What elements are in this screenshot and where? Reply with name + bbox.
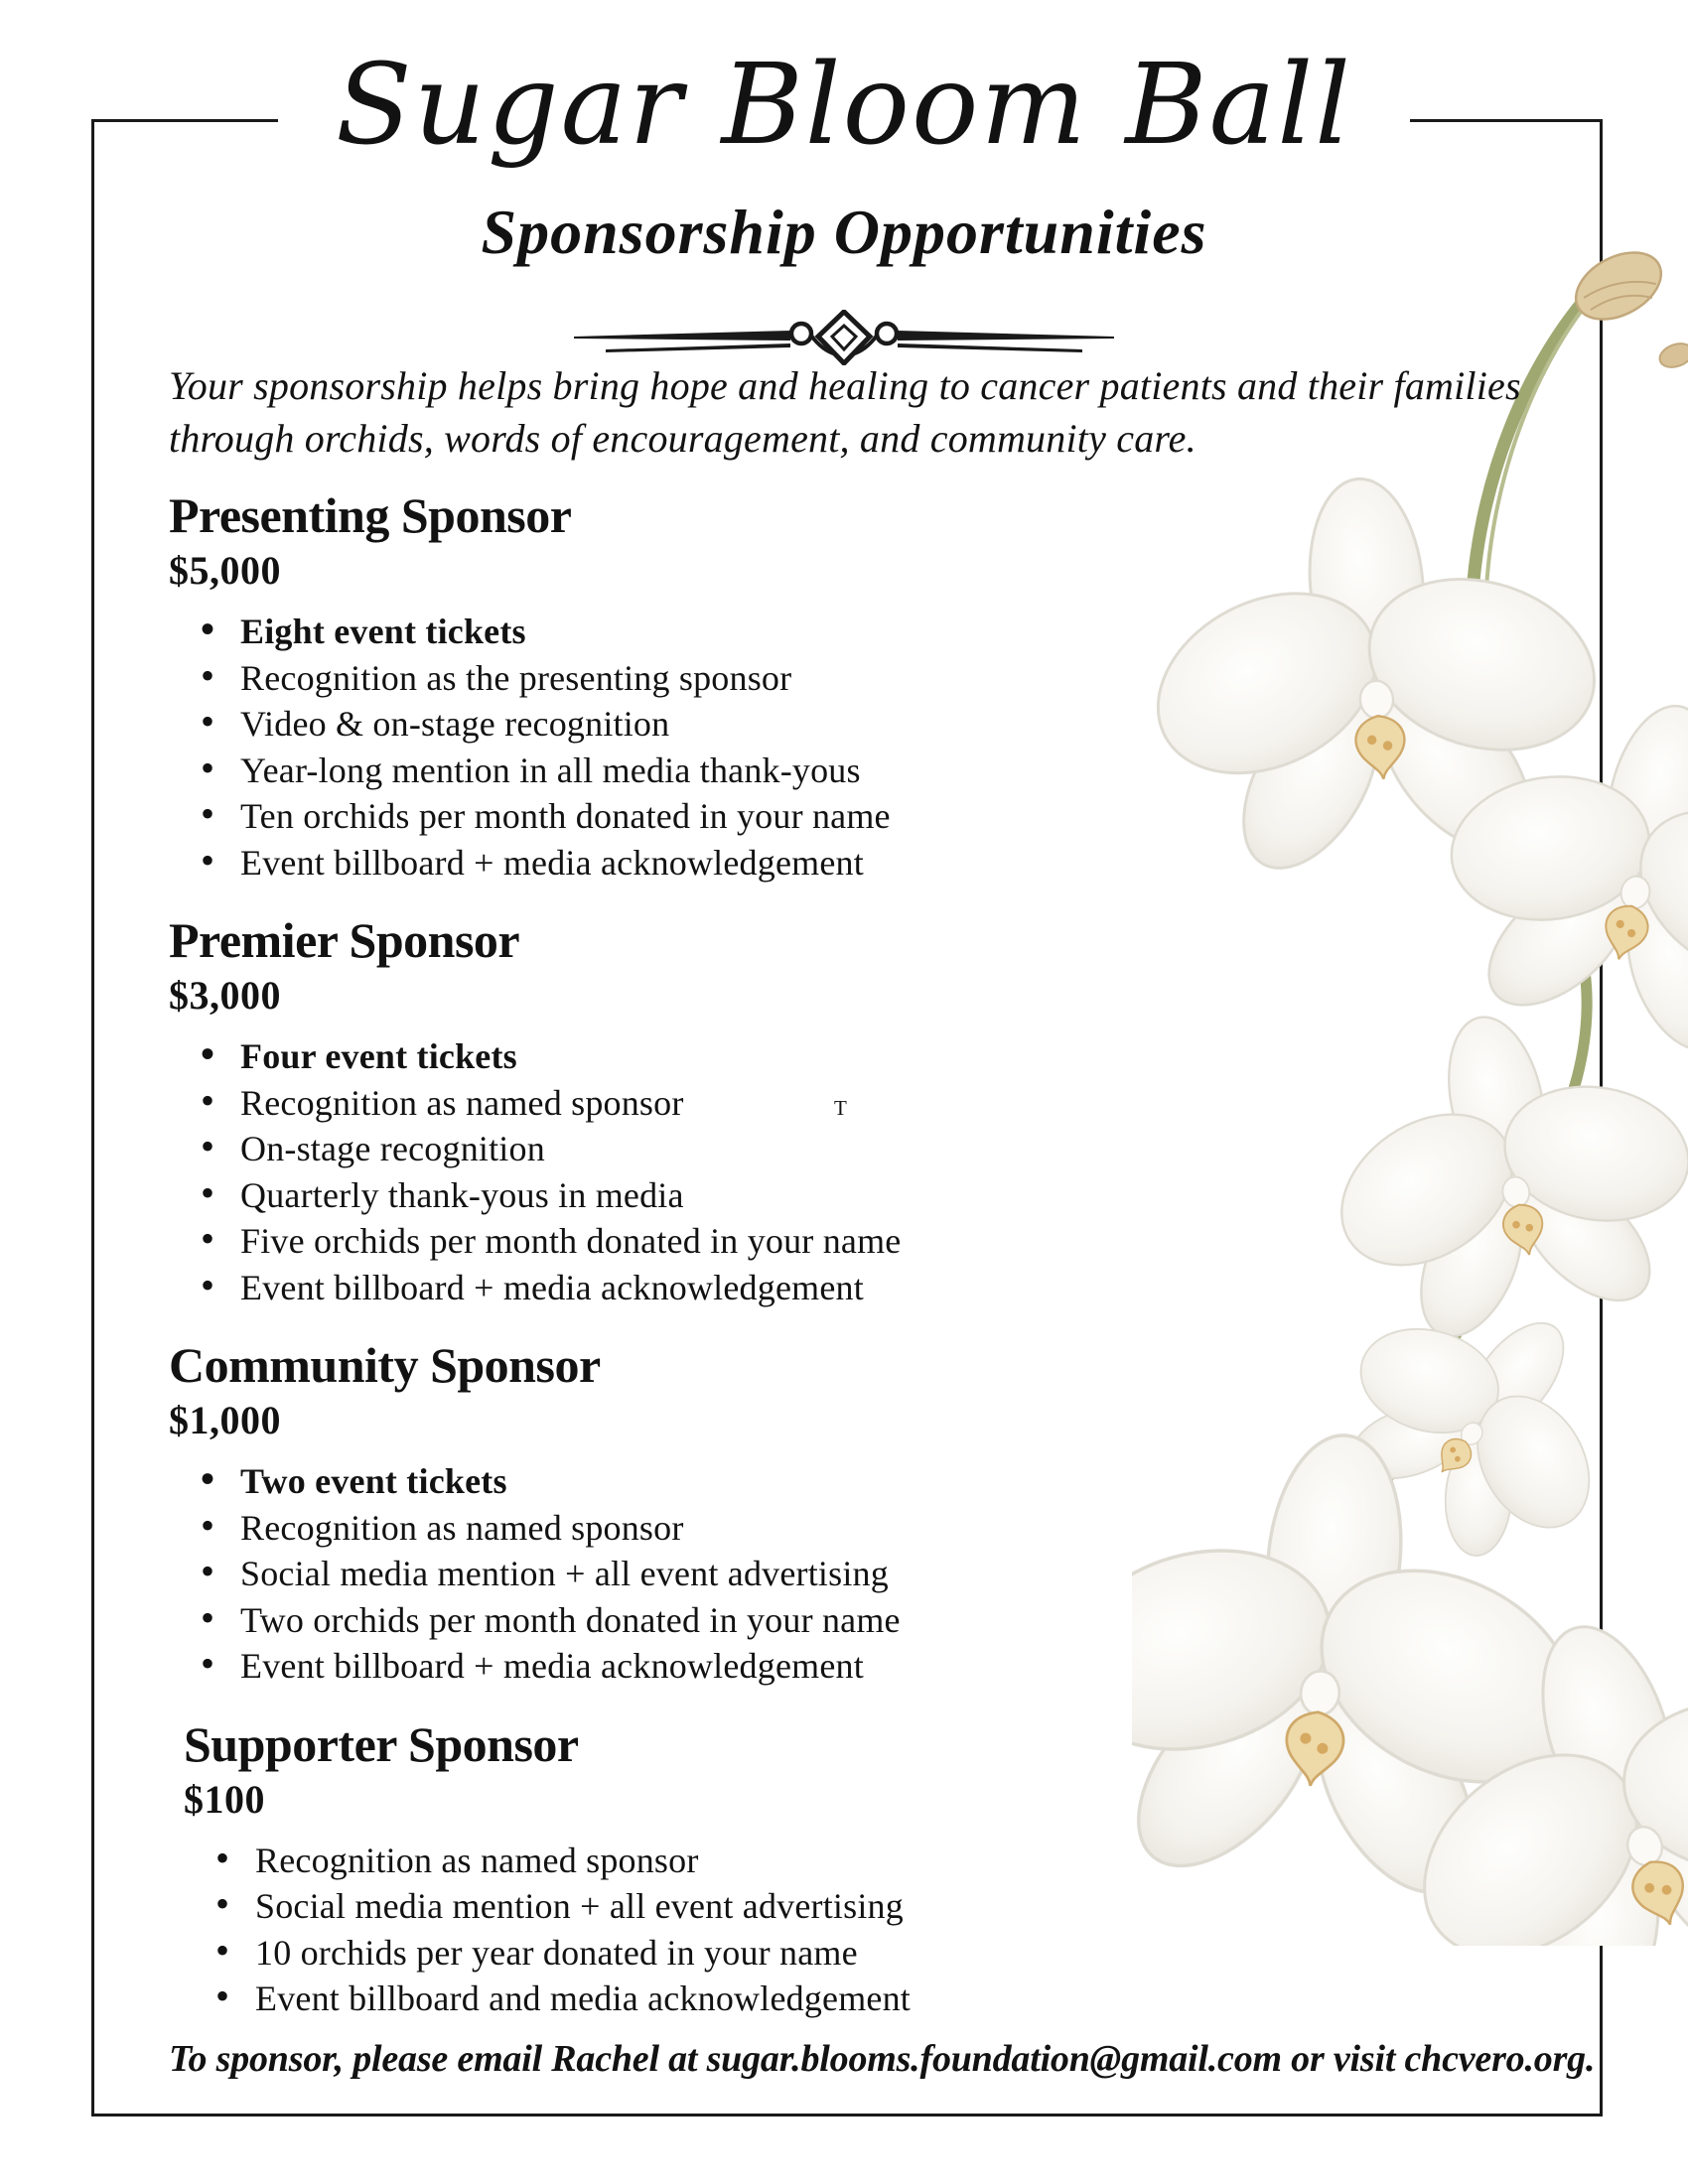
footer-contact: To sponsor, please email Rachel at sugar.blooms.foundation@gmail.com or visit chcvero.org. — [169, 2038, 1596, 2080]
tier-benefits — [169, 1033, 1172, 1310]
tier-benefits — [184, 1838, 1172, 2022]
tier-name: Community Sponsor — [169, 1337, 601, 1393]
page-title: Sugar Bloom Ball — [278, 22, 1410, 189]
benefit-item: • Year-long mention in all media thank-yous — [169, 748, 1172, 794]
tier-price: $5,000 — [169, 548, 281, 593]
flourish-divider-icon — [566, 310, 1122, 365]
benefit-item: • Five orchids per month donated in your name — [169, 1218, 1172, 1265]
page-subtitle: Sponsorship Opportunities — [481, 197, 1207, 267]
benefit-item: • Quarterly thank-yous in media — [169, 1172, 1172, 1219]
benefit-item: • On-stage recognition — [169, 1126, 1172, 1172]
tiers — [169, 488, 1172, 2050]
benefit-item: • Recognition as named sponsor — [169, 1080, 1172, 1127]
benefit-item: • 10 orchids per year donated in your name — [184, 1930, 1172, 1977]
benefit-item: • Ten orchids per month donated in your name — [169, 793, 1172, 840]
tier-section — [169, 1338, 1172, 1690]
benefit-item: • Eight event tickets — [169, 609, 1172, 655]
benefit-item: • Social media mention + all event advertising — [184, 1883, 1172, 1930]
benefit-item: • Recognition as the presenting sponsor — [169, 655, 1172, 702]
benefit-item: • Event billboard and media acknowledgement — [184, 1976, 1172, 2022]
benefit-item: • Event billboard + media acknowledgement — [169, 1643, 1172, 1690]
benefit-item: • Recognition as named sponsor — [184, 1838, 1172, 1884]
benefit-item: • Event billboard + media acknowledgement — [169, 840, 1172, 887]
benefit-item: • Recognition as named sponsor — [169, 1505, 1172, 1552]
tier-price: $1,000 — [169, 1398, 281, 1442]
intro-text — [169, 359, 1579, 465]
benefit-item: • Four event tickets — [169, 1033, 1172, 1080]
stray-character: T — [834, 1096, 847, 1120]
benefit-item: • Event billboard + media acknowledgement — [169, 1265, 1172, 1311]
benefit-item: • Social media mention + all event advertising — [169, 1551, 1172, 1597]
intro-line-2: through orchids, words of encouragement, and community care. — [169, 416, 1196, 461]
benefit-item: • Two orchids per month donated in your name — [169, 1597, 1172, 1644]
benefit-item: • Video & on-stage recognition — [169, 701, 1172, 748]
tier-name: Presenting Sponsor — [169, 487, 572, 543]
tier-section — [184, 1717, 1172, 2022]
benefit-item: • Two event tickets — [169, 1458, 1172, 1505]
tier-benefits — [169, 1458, 1172, 1690]
tier-section — [169, 488, 1172, 886]
tier-price: $100 — [184, 1776, 265, 1822]
tier-name: Premier Sponsor — [169, 912, 520, 968]
intro-line-1: Your sponsorship helps bring hope and healing to cancer patients and their families — [169, 363, 1521, 408]
tier-section — [169, 913, 1172, 1310]
tier-benefits — [169, 609, 1172, 886]
tier-price: $3,000 — [169, 973, 281, 1018]
tier-name: Supporter Sponsor — [184, 1715, 579, 1772]
